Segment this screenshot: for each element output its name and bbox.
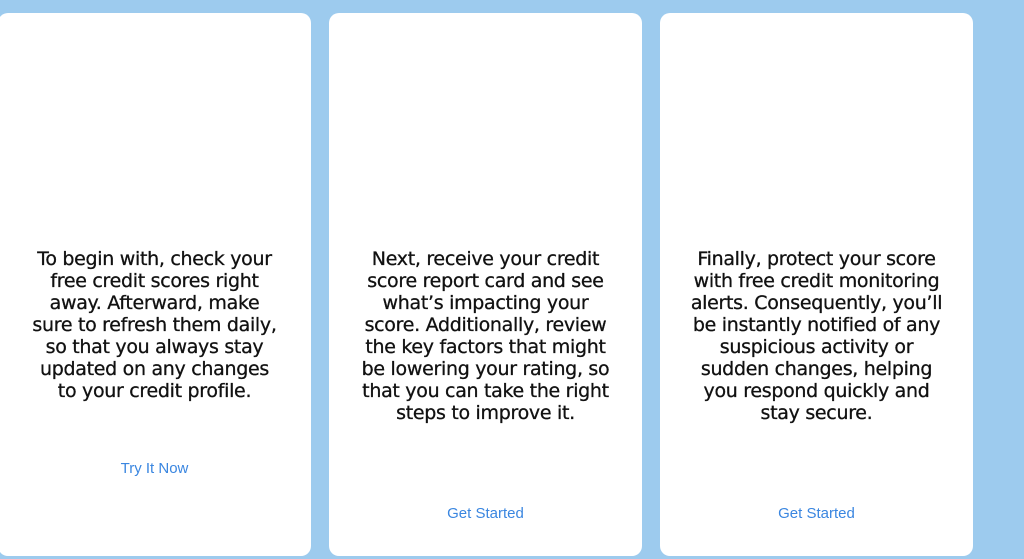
get-started-link[interactable]: Get Started [447,505,524,522]
feature-cards [0,13,973,556]
get-started-link[interactable]: Get Started [778,505,855,522]
card-description: Next, receive your credit score report card and see what’s impacting your score. Additionally, review the key factors that might be lowering your rating, so that you can take the right steps to improve it. [361,248,610,424]
card-description: Finally, protect your score with free credit monitoring alerts. Consequently, you’ll be instantly notified of any suspicious activity or sudden changes, helping you respond quickly and stay secure. [690,248,943,424]
card-report-card [329,13,642,556]
card-monitoring-alerts [660,13,973,556]
card-description: To begin with, check your free credit scores right away. Afterward, make sure to refresh them daily, so that you always stay updated on any changes to your credit profile. [32,248,277,402]
card-check-scores [0,13,311,556]
try-it-now-link[interactable]: Try It Now [120,460,189,477]
